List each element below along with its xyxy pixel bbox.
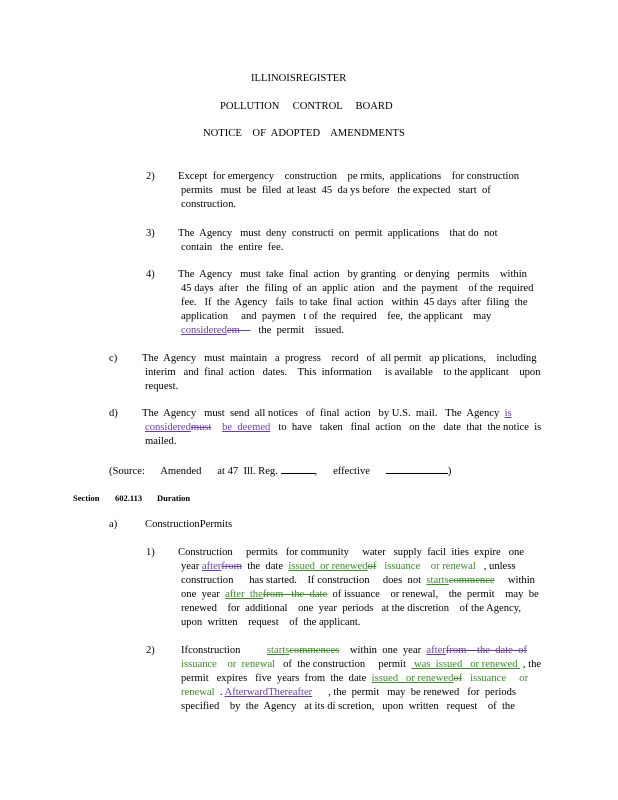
- subsection-a-title: ConstructionPermits: [145, 519, 233, 530]
- sub-2-line: [181, 686, 516, 700]
- deletion: em: [226, 325, 240, 336]
- text-run: construction has started. If construction does not: [181, 575, 427, 586]
- text-run: within: [494, 575, 535, 586]
- item-3-number: 3): [146, 228, 155, 239]
- item-4-line: application and paymen t of the required fee, the applicant may: [181, 311, 492, 322]
- insertion: starts: [266, 645, 290, 656]
- text-run: issuance or renewal: [376, 561, 476, 572]
- sub-1-line: renewed for additional one year periods at the discretion of the Agency,: [181, 603, 521, 614]
- text-run: within one year: [339, 645, 427, 656]
- deletion: of: [367, 561, 377, 572]
- item-d-line: [142, 407, 512, 421]
- sub-2-number: 2): [146, 645, 155, 656]
- insertion: be deemed: [222, 422, 271, 433]
- text-run: of the construction permit: [275, 659, 412, 670]
- register-title: ILLINOISREGISTER: [251, 73, 347, 84]
- board-title: POLLUTION CONTROL BOARD: [220, 101, 393, 112]
- insertion: was issued or renewed: [411, 659, 521, 670]
- sub-1-line: Construction permits for community water supply facil ities expire one: [178, 547, 524, 558]
- deletion: from the date of: [445, 645, 528, 656]
- item-d-number: d): [109, 408, 118, 419]
- text-run: permit expires five years from the date: [181, 673, 372, 684]
- text-run: The Agency must send all notices of final action by U.S. mail. The Agency: [142, 408, 505, 419]
- sub-1-line: [181, 588, 539, 602]
- sub-2-line: [181, 672, 528, 686]
- insertion: issued or renewed: [371, 673, 454, 684]
- sub-2-line: specified by the Agency at its di scretion, upon written request of the: [181, 701, 515, 712]
- text-run: issuance or: [462, 673, 529, 684]
- item-3-line: contain the entire fee.: [181, 242, 284, 253]
- text-run: to have taken final action on the date that the notice is: [270, 422, 542, 433]
- deletion: must: [190, 422, 212, 433]
- sub-2-line: [181, 644, 527, 658]
- item-d-line: [145, 421, 541, 435]
- item-2-line: construction.: [181, 199, 237, 210]
- insertion: after the: [225, 589, 263, 600]
- item-c-number: c): [109, 353, 118, 364]
- insertion: after: [426, 645, 446, 656]
- subsection-a-number: a): [109, 519, 118, 530]
- insertion: issued or renewed: [288, 561, 368, 572]
- section-number: 602.113: [115, 493, 143, 503]
- item-c-line: The Agency must maintain a progress record of all permit ap plications, including: [142, 353, 537, 364]
- item-2-line: Except for emergency construction pe rmits, applications for construction: [178, 171, 520, 182]
- deletion: of: [453, 673, 463, 684]
- section-title: Duration: [157, 493, 191, 503]
- item-2-line: permits must be filed at least 45 da ys before the expected start of: [181, 185, 491, 196]
- deletion: from the date: [262, 589, 328, 600]
- notice-title: NOTICE OF ADOPTED AMENDMENTS: [203, 128, 405, 139]
- insertion: starts: [426, 575, 449, 586]
- deletion: from: [221, 561, 242, 572]
- text-run: renewal: [181, 687, 215, 698]
- item-4-line: [181, 324, 344, 338]
- insertion: Thereafter: [268, 687, 313, 698]
- sub-1-number: 1): [146, 547, 155, 558]
- text-run: (Source: Amended at 47 Ill. Reg.: [109, 466, 278, 477]
- text-run: , the: [520, 659, 542, 670]
- sub-1-line: [181, 574, 535, 588]
- item-c-line: request.: [145, 381, 179, 392]
- insertion: after: [201, 561, 222, 572]
- source-note: [109, 463, 451, 479]
- text-run: the permit issued.: [250, 325, 345, 336]
- sub-1-line: upon written request of the applicant.: [181, 617, 361, 628]
- insertion: considered: [181, 325, 227, 336]
- sub-2-line: [181, 658, 541, 672]
- text-run: issuance or renewal: [181, 659, 276, 670]
- item-4-number: 4): [146, 269, 155, 280]
- item-2-number: 2): [146, 171, 155, 182]
- item-3-line: The Agency must deny constructi on permit applications that do not: [178, 228, 498, 239]
- text-run: .: [214, 687, 225, 698]
- item-d-line: mailed.: [145, 436, 177, 447]
- deletion: commences: [289, 645, 340, 656]
- text-run: ): [447, 466, 452, 477]
- deletion: commence: [448, 575, 495, 586]
- sub-1-line: [181, 560, 516, 574]
- text-run: one year: [181, 589, 226, 600]
- text-run: year: [181, 561, 202, 572]
- blank-line: [281, 463, 315, 474]
- item-c-line: interim and final action dates. This information is available to the applicant upon: [145, 367, 541, 378]
- text-run: the date: [241, 561, 289, 572]
- insertion: Afterward: [224, 687, 269, 698]
- insertion: is: [504, 408, 512, 419]
- blank-line: [386, 463, 448, 474]
- text-run: If: [181, 645, 189, 656]
- item-4-line: fee. If the Agency fails to take final action within 45 days after filing the: [181, 297, 528, 308]
- section-label: Section: [73, 493, 100, 503]
- insertion: considered: [145, 422, 191, 433]
- text-run: , effective: [314, 466, 370, 477]
- text-run: of issuance or renewal, the permit may be: [327, 589, 539, 600]
- text-run: , the permit may be renewed for periods: [312, 687, 517, 698]
- text-run: , unless: [475, 561, 516, 572]
- item-4-line: 45 days after the filing of an applic ation and the payment of the required: [181, 283, 534, 294]
- text-run: construction: [188, 645, 241, 656]
- item-4-line: The Agency must take final action by granting or denying permits within: [178, 269, 527, 280]
